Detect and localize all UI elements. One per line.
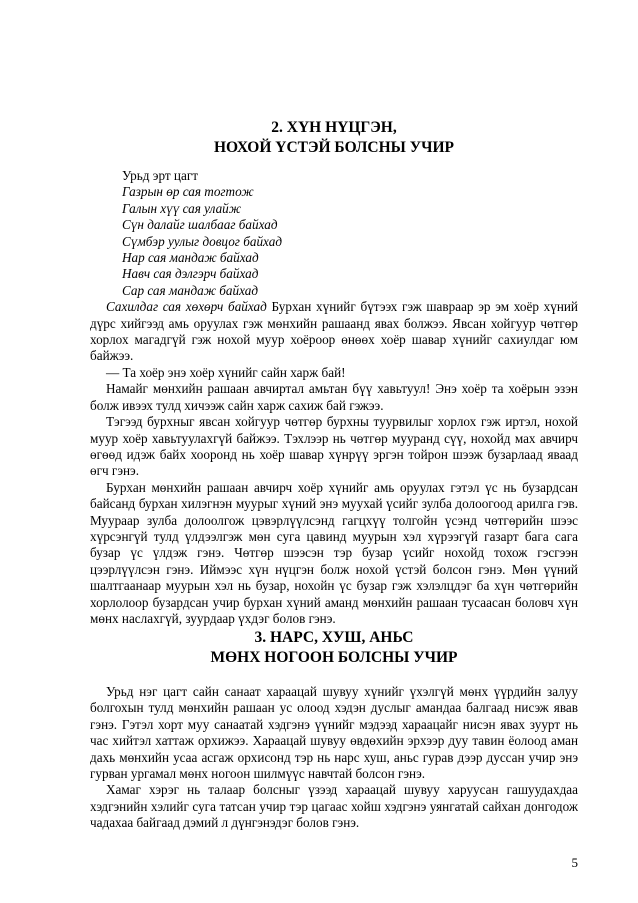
section-2-heading-line-1: 2. ХҮН НҮЦГЭН,: [271, 119, 397, 136]
paragraph: — Та хоёр энэ хоёр хүнийг сайн харж бай!: [106, 364, 346, 380]
section-2-heading-line-2: НОХОЙ ҮСТЭЙ БОЛСНЫ УЧИР: [213, 139, 455, 156]
paragraph: Намайг мөнхийн рашаан авчиртал амьтан бүү хавьтуул! Энэ хоёр та хоёрын эзэн болж ивээх тулд хичээж сайн харж сахиж бай гэжээ.: [90, 381, 578, 413]
verse-line: Сүмбэр уулыг довцог байхад: [122, 233, 282, 249]
verse-line: Нар сая мандаж байхад: [122, 250, 259, 266]
section-2-heading: [90, 118, 578, 158]
paragraph: Урьд нэг цагт сайн санаат хараацай шувуу хүнийг үхэлгүй мөнх үүрдийн залуу болгохын тулд мөнхийн рашаан ус олоод хэдэн дуслыг амандаа балгаад нисэж явав гэнэ. Гэтэл хорт муу санаатай хэдгэнэ үүнийг мэдээд хараацайг нисэн явах зуурт нь час хийтэл хаттаж орхижээ. Хараацай шувуу өвдөхийн эрхээр дуу тавин ёолоод аман дахь мөнхийн усаа асгаж орхисонд тэр нь нарс хуш, аньс гурав дээр дуссан учир энэ гурван ургамал мөнх ногоон шилмүүс навчтай болсон гэнэ.: [90, 684, 578, 782]
paragraph: Бурхан мөнхийн рашаан авчирч хоёр хүнийг амь оруулах гэтэл үс нь бузардсан байсанд бурхан хилэгнэн муурыг хүний энэ муухай үсийг зулба долоогоод арилга гэв. Муураар зулба долоолгож цэвэрлүүлсэнд гагцхүү толгойн үсэнд чөтгөрийн шээс хүрсэнгүй тулд үлдээлгэж мөн суга цавинд муурын хэл хүрээгүй газарт бага сага бузар үс үлдэж гэнэ. Чөтгөр шээсэн тэр бузар үсийг нохойд тохож гэсгээн цээрлүүлсэн гэнэ. Иймээс хүн нүцгэн болж нохой үстэй болсон гэнэ. Мөн үүний шалтгаанаар муурын хэл нь бузар, нохойн үс бузар гэж хэлэлцдэг ба хүн чөтгөрийн хорлолоор бузардсан учир бурхан хүний аманд мөнхийн рашаан тусаасан боловч хүн мөнх наслахгүй, зуурдаар үхдэг болов гэнэ.: [90, 479, 578, 626]
verse-line: Сар сая мандаж байхад: [122, 282, 259, 298]
section-3-heading-line-1: 3. НАРС, ХУШ, АНЬС: [254, 629, 414, 646]
verse-line: Навч сая дэлгэрч байхад: [122, 266, 259, 282]
verse-line: Сүн далайг шалбааг байхад: [122, 217, 278, 233]
verse-line: Галын хүү сая улайж: [122, 200, 242, 216]
verse-line: Урьд эрт цагт: [122, 168, 199, 183]
page-number: 5: [571, 855, 578, 870]
section-2-body: [90, 168, 578, 627]
section-3-body: [90, 684, 578, 832]
italic-phrase: Сахилдаг сая хөхөрч байхад: [106, 299, 267, 315]
section-3-heading-line-2: МӨНХ НОГООН БОЛСНЫ УЧИР: [210, 649, 458, 666]
verse-line: Газрын өр сая тогтож: [122, 184, 254, 200]
paragraph: Тэгээд бурхныг явсан хойгуур чөтгөр бурхны туурвилыг хорлох гэж иртэл, нохой муур хоёр хавьтуулахгүй байжээ. Тэхлээр нь чөтгөр мууранд сүү, нохойд мах авчирч өгөөд идэж байх хооронд нь хоёр шавар хүнрүү эргэн тойрон шээж бузарлаад яваад өгч гэнэ.: [90, 414, 578, 479]
paragraph: Хамаг хэрэг нь талаар болсныг үзээд хараацай шувуу харуусан гашуудахдаа хэдгэнийн хэлийг суга татсан учир тэр цагаас хойш хэдгэнэ уянгатай сайхан донгодож чадахаа байгаад дэмий л дүнгэнэдэг болов гэнэ.: [90, 782, 578, 831]
section-3-heading: [90, 628, 578, 668]
paragraph: [90, 299, 578, 365]
paragraph-text: Бурхан хүнийг бүтээх гэж шавраар эр эм хоёр хүний дүрс хийгээд амь оруулах гэж мөнхийн рашаанд явах болжээ. Явсан хойгуур чөтгөр хорлох магадгүй гэж нохой муур хоёроор өнөөх хоёр шавар хүнийг сахиулдаг юм байжээ.: [90, 299, 578, 364]
